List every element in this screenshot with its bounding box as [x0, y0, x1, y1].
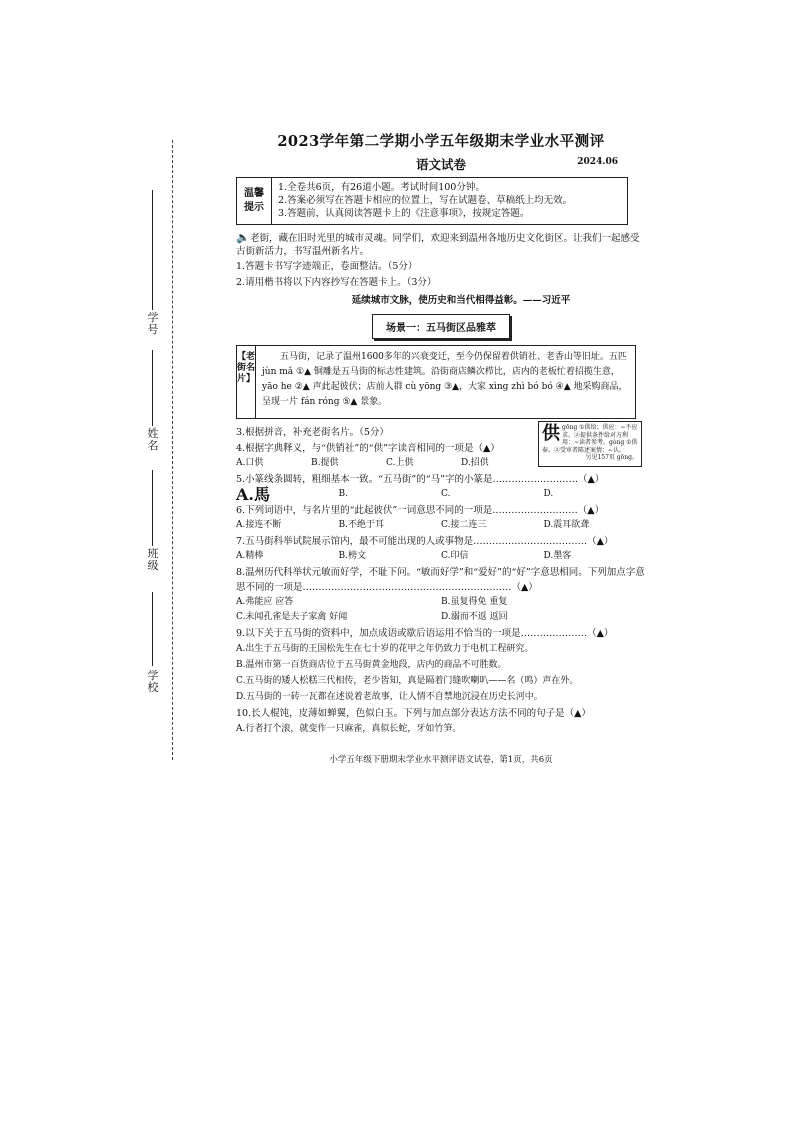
option: C.五马街的矮人松糕三代相传，老少皆知，真是隔着门缝吹喇叭——名（鸣）声在外。: [236, 676, 579, 686]
speaker-icon: 🔈: [236, 231, 250, 244]
exam-paper: [236, 130, 646, 765]
paper-subtitle: 语文试卷: [415, 157, 466, 172]
name-line: [152, 350, 153, 426]
option: D.墨客: [543, 551, 572, 561]
option: D.震耳欲聋: [543, 520, 590, 530]
dictionary-box: [538, 421, 642, 467]
option: A.弗能应 应答: [236, 597, 294, 607]
tip-line: 3.答题前，认真阅读答题卡上的《注意事项》，按规定答题。: [278, 208, 530, 219]
option: C.上供: [386, 458, 414, 468]
page-footer: 小学五年级下册期末学业水平测评语文试卷，第1页，共6页: [329, 755, 553, 765]
school-line: [152, 592, 153, 666]
student-id-label: 学号: [147, 311, 159, 336]
dictionary-page-ref: 另见157页 gōng。: [585, 454, 638, 461]
student-id-line: [152, 190, 153, 310]
option: D.溺而不返 返回: [441, 612, 508, 622]
exam-date: 2024.06: [577, 157, 618, 167]
option: C.: [441, 489, 451, 499]
question-3: 3.根据拼音，补充老街名片。（5分）: [236, 427, 389, 438]
option: B.榜文: [338, 551, 366, 561]
page-title: 2023学年第二学期小学五年级期末学业水平测评: [277, 133, 605, 150]
option: B.不绝于耳: [338, 520, 384, 530]
option: B.温州市第一百货商店位于五马街黄金地段，店内的商品不可胜数。: [236, 660, 507, 670]
scene-banner: 场景一：五马街区品雅萃: [372, 314, 510, 339]
question-9-stem: 9.以下关于五马街的资料中，加点成语或歇后语运用不恰当的一项是…………………（▲）: [236, 628, 614, 639]
dictionary-char: 供: [542, 423, 560, 444]
question-4-stem: 4.根据字典释义，与“供销社”的“供”字读音相同的一项是（▲）: [236, 443, 500, 454]
tips-tag-line1: 温馨: [244, 188, 264, 199]
tips-lines: [272, 178, 627, 224]
option: C.印信: [441, 551, 469, 561]
option: A.口供: [236, 458, 264, 468]
question-9-items: [236, 641, 646, 705]
option: B.虽复得免 重复: [441, 597, 508, 607]
option: A.精棒: [236, 551, 264, 561]
question-6-stem: 6.下列词语中，与名片里的“此起彼伏”一词意思不同的一项是………………………（▲）: [236, 505, 605, 516]
question-5-options: [236, 487, 646, 502]
passage-text: 五马街，记录了温州1600多年的兴衰变迁，至今仍保留着供销社、老香山等旧址。五匹 jùn mǎ ①▲ 铜雕是五马街的标志性建筑。沿街商店鳞次栉比，店内的老板忙着招揽生意，yāo he ②▲ 声此起彼伏；店前人群 cù yōng ③▲，大家 xìng zhì bó bó ④▲ 地采购商品，呈现一片 fán róng ⑤▲ 景象。: [262, 352, 628, 407]
tips-tag-line2: 提示: [244, 202, 264, 213]
class-line: [152, 470, 153, 546]
question-7-stem: 7.五马街科举试院展示馆内，最不可能出现的人或事物是………………………………（▲）: [236, 536, 614, 547]
question-1: 1.答题卡书写字迹端正，卷面整洁。（5分）: [236, 261, 418, 272]
question-6-options: [236, 518, 646, 533]
school-label: 学校: [147, 669, 159, 694]
option: A.出生于五马街的王国松先生在七十岁的花甲之年仍致力于电机工程研究。: [236, 644, 534, 654]
option: B.: [338, 489, 348, 499]
copy-quote: 延续城市文脉，使历史和当代相得益彰。——习近平: [351, 295, 571, 306]
option: D.: [543, 489, 554, 499]
tip-line: 2.答案必须写在答题卡相应的位置上，写在试题卷、草稿纸上均无效。: [278, 195, 573, 206]
tips-box: [236, 177, 628, 225]
question-2: 2.请用楷书将以下内容抄写在答题卡上。（3分）: [236, 277, 437, 288]
name-label: 姓名: [147, 427, 159, 452]
question-10-options: [236, 721, 646, 737]
class-label: 班级: [147, 547, 159, 572]
seal-script-option: A.馬: [236, 485, 270, 504]
question-8-stem: 8.温州历代科举状元敏而好学，不耻下问。“敏而好学”和“爱好”的“好”字意思相同。下列加点字意思不同的一项是…………………………………………………………（▲）: [236, 567, 645, 593]
question-4-options: [236, 456, 536, 471]
question-7-options: [236, 549, 646, 564]
dictionary-text: gōng ①供给；供应：~不应求。②提供条件给对方利用：~读者参考。gòng ①供奉。②受审者陈述案情：~认。: [542, 424, 638, 454]
option: C.未闻孔雀是夫子家禽 好闻: [236, 612, 348, 622]
tips-tag: [237, 178, 272, 224]
option: C.接二连三: [441, 520, 487, 530]
question-3-row: [236, 425, 646, 471]
option: D.五马街的一砖一瓦都在述说着老故事，让人情不自禁地沉浸在历史长河中。: [236, 692, 543, 702]
passage-box: [236, 345, 636, 419]
option: A.接连不断: [236, 520, 282, 530]
option: B.提供: [311, 458, 339, 468]
intro-paragraph: [236, 231, 646, 258]
option: A.行者打个滚，就变作一只麻雀，真似长蛇，牙如竹笋。: [236, 724, 462, 734]
question-8-options: [236, 595, 646, 625]
intro-text: 老街，藏在旧时光里的城市灵魂。同学们，欢迎来到温州各地历史文化街区。让我们一起感受古街新活力，书写温州新名片。: [236, 233, 640, 257]
option: D.招供: [461, 458, 489, 468]
subtitle-row: [236, 155, 646, 175]
binding-dashed-line: [172, 140, 173, 760]
question-10-stem: 10.长人棍饨，皮薄如蝉翼，色似白玉。下列与加点部分表达方法不同的句子是（▲）: [236, 708, 591, 719]
question-5-stem: 5.小篆线条圆转，粗细基本一致。“五马街”的“马”字的小篆是………………………（▲）: [236, 474, 605, 485]
tip-line: 1.全卷共6页，有26道小题。考试时间100分钟。: [278, 182, 485, 193]
passage-side-label: 【老街名片】: [237, 346, 256, 418]
